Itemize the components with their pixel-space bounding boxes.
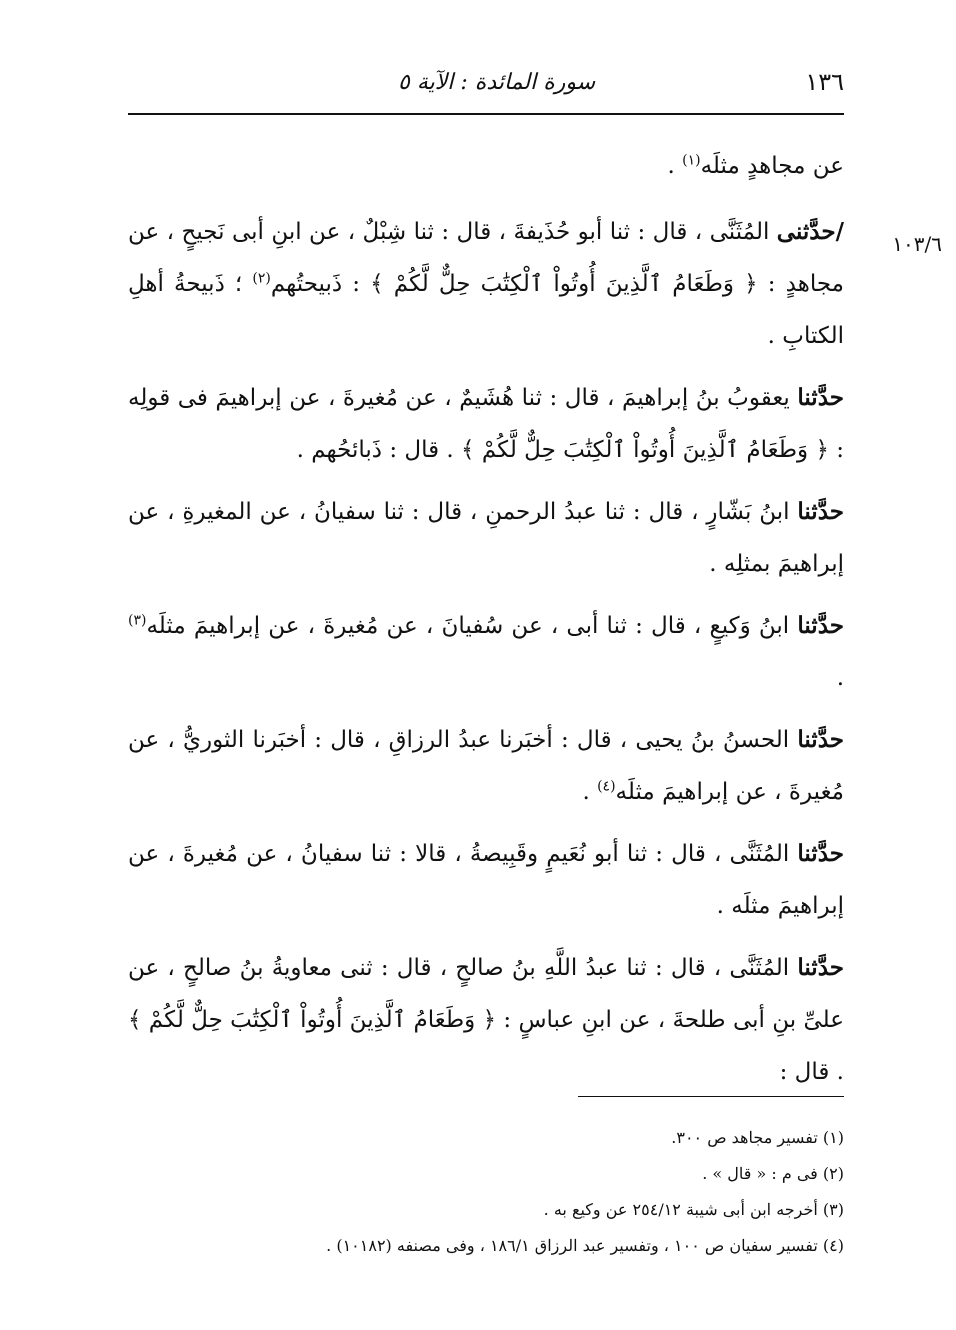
paragraph-lead: حدَّثنا [797, 612, 844, 639]
paragraph [128, 372, 844, 476]
margin-page-reference: ١٠٣/٦ [892, 232, 942, 256]
paragraph-lead: حدَّثنا [797, 498, 844, 525]
footnote: (٢) فى م : « قال » . [702, 1164, 844, 1183]
paragraph [128, 206, 844, 362]
paragraph-lead: حدَّثنا [797, 726, 844, 753]
paragraph-text: المُثَنَّى ، قال : ثنا عبدُ اللَّهِ بنُ صالحٍ ، قال : ثنى معاويةُ بنُ صالحٍ ، عن علىِّ بنِ أبى طلحةَ ، عن ابنِ عباسٍ : ﴿ وَطَعَامُ ٱلَّذِينَ أُوتُواْ ٱلْكِتَٰبَ حِلٌّ لَّكُمْ ﴾ . قال : [128, 955, 844, 1085]
paragraph [128, 942, 844, 1098]
paragraph-text: المُثَنَّى ، قال : ثنا أبو نُعَيمٍ وقَبِيصةُ ، قالا : ثنا سفيانُ ، عن مُغيرةَ ، عن إبراهيمَ مثلَه . [128, 841, 844, 919]
paragraph-lead: /حدَّثنى [776, 218, 844, 245]
paragraph-lead: حدَّثنا [797, 384, 844, 411]
paragraph-lead: حدَّثنا [797, 954, 844, 981]
running-title: سورة المائدة : الآية ٥ [398, 69, 596, 95]
paragraph-text: يعقوبُ بنُ إبراهيمَ ، قال : ثنا هُشَيمٌ ، عن مُغيرةَ ، عن إبراهيمَ فى قولِه : ﴿ وَطَعَامُ ٱلَّذِينَ أُوتُواْ ٱلْكِتَٰبَ حِلٌّ لَّكُمْ ﴾ . قال : ذَبائحُهم . [128, 385, 844, 463]
paragraph-text: المُثَنَّى ، قال : ثنا أبو حُذَيفةَ ، قال : ثنا شِبْلٌ ، عن ابنِ أبى نَجيحٍ ، عن مجاهدٍ : ﴿ وَطَعَامُ ٱلَّذِينَ أُوتُواْ ٱلْكِتَٰبَ حِلٌّ لَّكُمْ ﴾ : ذَبيحتُهم [128, 219, 844, 297]
paragraph-tail: . [582, 779, 598, 805]
footnote-separator [578, 1096, 844, 1097]
paragraph-text: الحسنُ بنُ يحيى ، قال : أخبَرنا عبدُ الرزاقِ ، قال : أخبَرنا الثوريُّ ، عن مُغيرةَ ، عن إبراهيمَ مثلَه [128, 727, 844, 805]
paragraph-lead: حدَّثنا [797, 840, 844, 867]
footnote: (١) تفسير مجاهد ص ٣٠٠. [671, 1128, 844, 1147]
footnotes [128, 1120, 844, 1264]
paragraph-text: ابنُ وَكيعٍ ، قال : ثنا أبى ، عن سُفيانَ ، عن مُغيرةَ ، عن إبراهيمَ مثلَه [146, 613, 798, 639]
footnote: (٣) أخرجه ابن أبى شيبة ٢٥٤/١٢ عن وكيع به . [543, 1200, 844, 1219]
page-number: ١٣٦ [805, 68, 844, 96]
footnote-marker: (١) [682, 152, 701, 169]
footnote: (٤) تفسير سفيان ص ١٠٠ ، وتفسير عبد الرزاق ١٨٦/١ ، وفى مصنفه (١٠١٨٢) . [326, 1236, 844, 1255]
paragraph [128, 600, 844, 704]
main-text [128, 140, 844, 1108]
paragraph [128, 828, 844, 932]
paragraph-text: عن مجاهدٍ مثلَه [700, 153, 844, 179]
page-header [128, 58, 844, 106]
footnote-marker: (٢) [252, 270, 271, 287]
paragraph-tail: . [667, 153, 683, 179]
header-rule [128, 113, 844, 115]
paragraph [128, 486, 844, 590]
paragraph-tail: ؛ ذَبيحةُ أهلِ الكتابِ . [128, 271, 844, 349]
paragraph [128, 140, 844, 192]
footnote-marker: (٣) [128, 612, 147, 629]
paragraph-text: ابنُ بَشّارٍ ، قال : ثنا عبدُ الرحمنِ ، قال : ثنا سفيانُ ، عن المغيرةِ ، عن إبراهيمَ بمثلِه . [128, 499, 844, 577]
footnote-marker: (٤) [597, 778, 616, 795]
paragraph-tail: . [836, 665, 844, 691]
paragraph [128, 714, 844, 818]
